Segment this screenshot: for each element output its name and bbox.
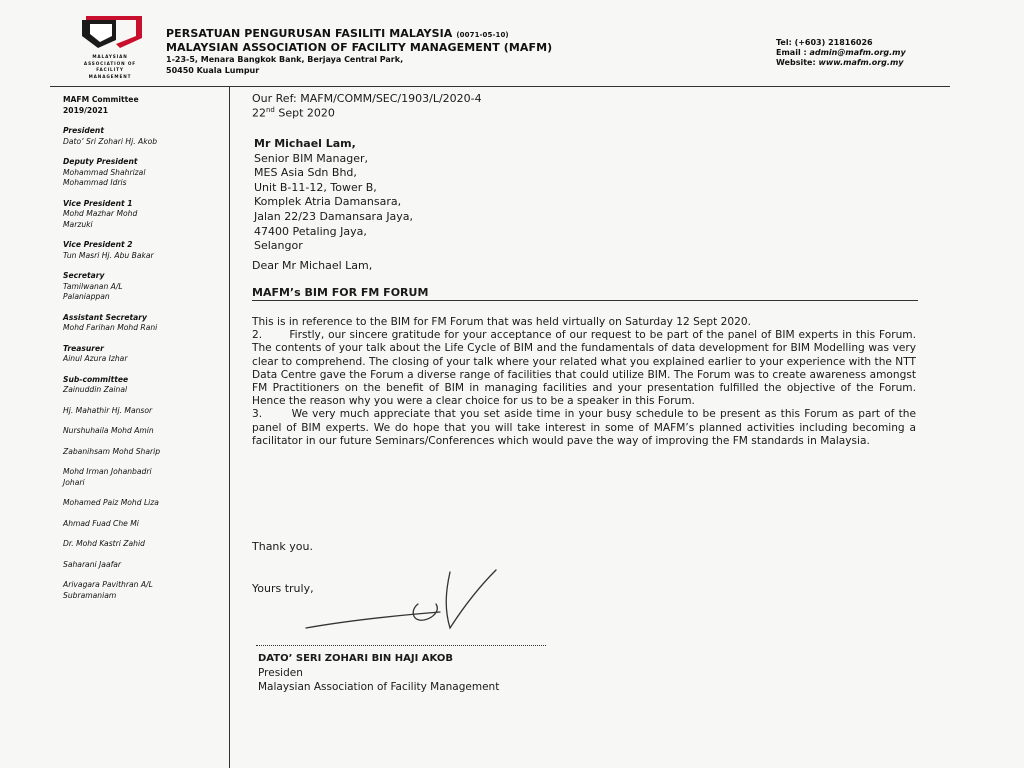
subcommittee-list	[63, 385, 223, 601]
letter-subject: MAFM’s BIM FOR FM FORUM	[252, 286, 429, 299]
tel-label: Tel:	[776, 38, 792, 47]
body-paragraph: This is in reference to the BIM for FM Forum that was held virtually on Saturday 12 Sept 2020.	[252, 316, 751, 328]
date-day: 22	[252, 106, 266, 120]
member-name: Subramaniam	[63, 590, 117, 600]
role-title: Vice President 1	[63, 198, 133, 208]
org-name-malay	[166, 27, 509, 40]
logo-text-line: MALAYSIAN	[92, 54, 128, 59]
member-name: Arivagara Pavithran A/L	[63, 580, 153, 589]
letter-date	[252, 106, 335, 120]
body-paragraph: 3. We very much appreciate that you set aside time in your busy schedule to be present as this Forum as part of the panel of BIM experts. We do hope that you will take interest in some of MAFM’s planned activities including becoming a facilitator in our future Seminars/Conferences which would pave the way of improving the FM standards in Malaysia.	[252, 408, 916, 447]
contact-block	[776, 38, 906, 68]
member-name: Dr. Mohd Kastri Zahid	[63, 539, 145, 548]
subcommittee-member	[63, 580, 223, 601]
closing-line: Yours truly,	[252, 582, 314, 595]
committee-member: Ainul Azura Izhar	[63, 354, 128, 363]
header-divider	[50, 86, 950, 87]
subcommittee-member	[63, 406, 223, 417]
committee-member: Mohd Farihan Mohd Rani	[63, 323, 158, 332]
committee-member: Mohammad Shahrizal	[63, 167, 146, 177]
recipient-line: Jalan 22/23 Damansara Jaya,	[254, 209, 414, 223]
subcommittee-member	[63, 385, 223, 396]
registration-number: (0071-05-10)	[456, 31, 509, 39]
recipient-line: Komplek Atria Damansara,	[254, 195, 402, 209]
logo-text-line: MANAGEMENT	[88, 73, 132, 79]
body-paragraph: 2. Firstly, our sincere gratitude for your acceptance of our request to be part of the panel of BIM experts in this Forum. The contents of your talk about the Life Cycle of BIM and the fundamentals of data development for BIM Modelling was very clear to comprehend. The closing of your talk where your related what you explained earlier to your experience with the NTT Data Centre gave the Forum a diverse range of facilities that could utilize BIM. The Forum was to create awareness amongst FM Practitioners on the benefit of BIM in managing facilities and your presentation fulfilled the objective of the Forum. Hence the reason why you were a clear choice for us to be a speaker in this Forum.	[252, 329, 916, 408]
signature-icon	[300, 566, 510, 646]
committee-member: Mohammad Idris	[63, 178, 127, 187]
recipient-line: MES Asia Sdn Bhd,	[254, 166, 357, 180]
committee-member: Palaniappan	[63, 292, 110, 301]
recipient-line: Senior BIM Manager,	[254, 151, 369, 165]
subcommittee-title: Sub-committee	[63, 374, 129, 384]
role-title: Assistant Secretary	[63, 312, 147, 322]
recipient-line: Unit B-11-12, Tower B,	[254, 180, 377, 194]
subcommittee-member	[63, 467, 223, 488]
letter-body	[252, 316, 916, 448]
recipient-name: Mr Michael Lam,	[254, 137, 356, 150]
recipient-address	[254, 137, 413, 254]
role-title: Deputy President	[63, 157, 138, 166]
member-name: Mohd Irman Johanbadri	[63, 467, 152, 476]
signature-line	[256, 645, 546, 646]
tel-value: (+603) 21816026	[794, 38, 873, 47]
subcommittee-member	[63, 539, 223, 550]
member-name: Hj. Mahathir Hj. Mansor	[63, 405, 153, 415]
org-address-line2: 50450 Kuala Lumpur	[166, 66, 260, 75]
subcommittee-member	[63, 426, 223, 437]
recipient-line: Selangor	[254, 239, 303, 253]
member-name: Zainuddin Zainal	[63, 385, 128, 394]
subcommittee-member	[63, 447, 223, 458]
thanks-line: Thank you.	[252, 540, 313, 553]
email-label: Email :	[776, 48, 807, 57]
website-link[interactable]: www.mafm.org.my	[818, 58, 904, 67]
member-name: Zabanihsam Mohd Sharip	[63, 446, 161, 456]
recipient-line: 47400 Petaling Jaya,	[254, 224, 367, 238]
logo-text-line: FACILITY	[96, 67, 124, 73]
committee-heading: MAFM Committee	[63, 95, 139, 104]
member-name: Nurshuhaila Mohd Amin	[63, 426, 154, 435]
salutation: Dear Mr Michael Lam,	[252, 259, 373, 272]
date-suffix: nd	[266, 106, 275, 114]
role-title: Vice President 2	[63, 240, 133, 249]
subcommittee-member	[63, 560, 223, 571]
contact-tel	[776, 38, 906, 48]
org-address-line1: 1-23-5, Menara Bangkok Bank, Berjaya Central Park,	[166, 55, 404, 64]
logo-wordmark	[72, 54, 148, 80]
mafm-logo	[72, 14, 148, 78]
org-name-malay-text: PERSATUAN PENGURUSAN FASILITI MALAYSIA	[166, 27, 453, 40]
signer-title: Presiden	[258, 667, 303, 679]
logo-text-line: ASSOCIATION OF	[83, 60, 137, 66]
website-label: Website:	[776, 58, 816, 67]
reference-number: Our Ref: MAFM/COMM/SEC/1903/L/2020-4	[252, 92, 482, 105]
subject-underline	[252, 300, 918, 301]
contact-email	[776, 48, 906, 58]
signer-organization: Malaysian Association of Facility Management	[258, 681, 500, 693]
contact-website	[776, 58, 906, 68]
committee-member: Tun Masri Hj. Abu Bakar	[63, 250, 154, 260]
role-title: Treasurer	[63, 343, 104, 353]
committee-member: Marzuki	[63, 219, 93, 229]
committee-sidebar	[63, 95, 223, 601]
sidebar-divider	[229, 86, 230, 768]
committee-member: Mohd Mazhar Mohd	[63, 209, 138, 218]
mafm-logo-icon	[76, 14, 144, 54]
committee-term: 2019/2021	[63, 105, 109, 115]
member-name: Saharani Jaafar	[63, 559, 122, 569]
member-name: Johari	[63, 477, 85, 487]
committee-member: Tamilwanan A/L	[63, 281, 123, 291]
member-name: Ahmad Fuad Che Mi	[63, 518, 139, 528]
email-link[interactable]: admin@mafm.org.my	[809, 48, 906, 57]
date-month-year: Sept 2020	[274, 106, 335, 120]
role-title: President	[63, 126, 104, 135]
signer-name: DATO’ SERI ZOHARI BIN HAJI AKOB	[258, 653, 453, 664]
subcommittee-member	[63, 498, 223, 509]
role-title: Secretary	[63, 271, 105, 280]
committee-member: Dato’ Sri Zohari Hj. Akob	[63, 136, 158, 146]
org-name-english: MALAYSIAN ASSOCIATION OF FACILITY MANAGEMENT (MAFM)	[166, 41, 553, 54]
subcommittee-member	[63, 519, 223, 530]
member-name: Mohamed Paiz Mohd Liza	[63, 498, 159, 507]
